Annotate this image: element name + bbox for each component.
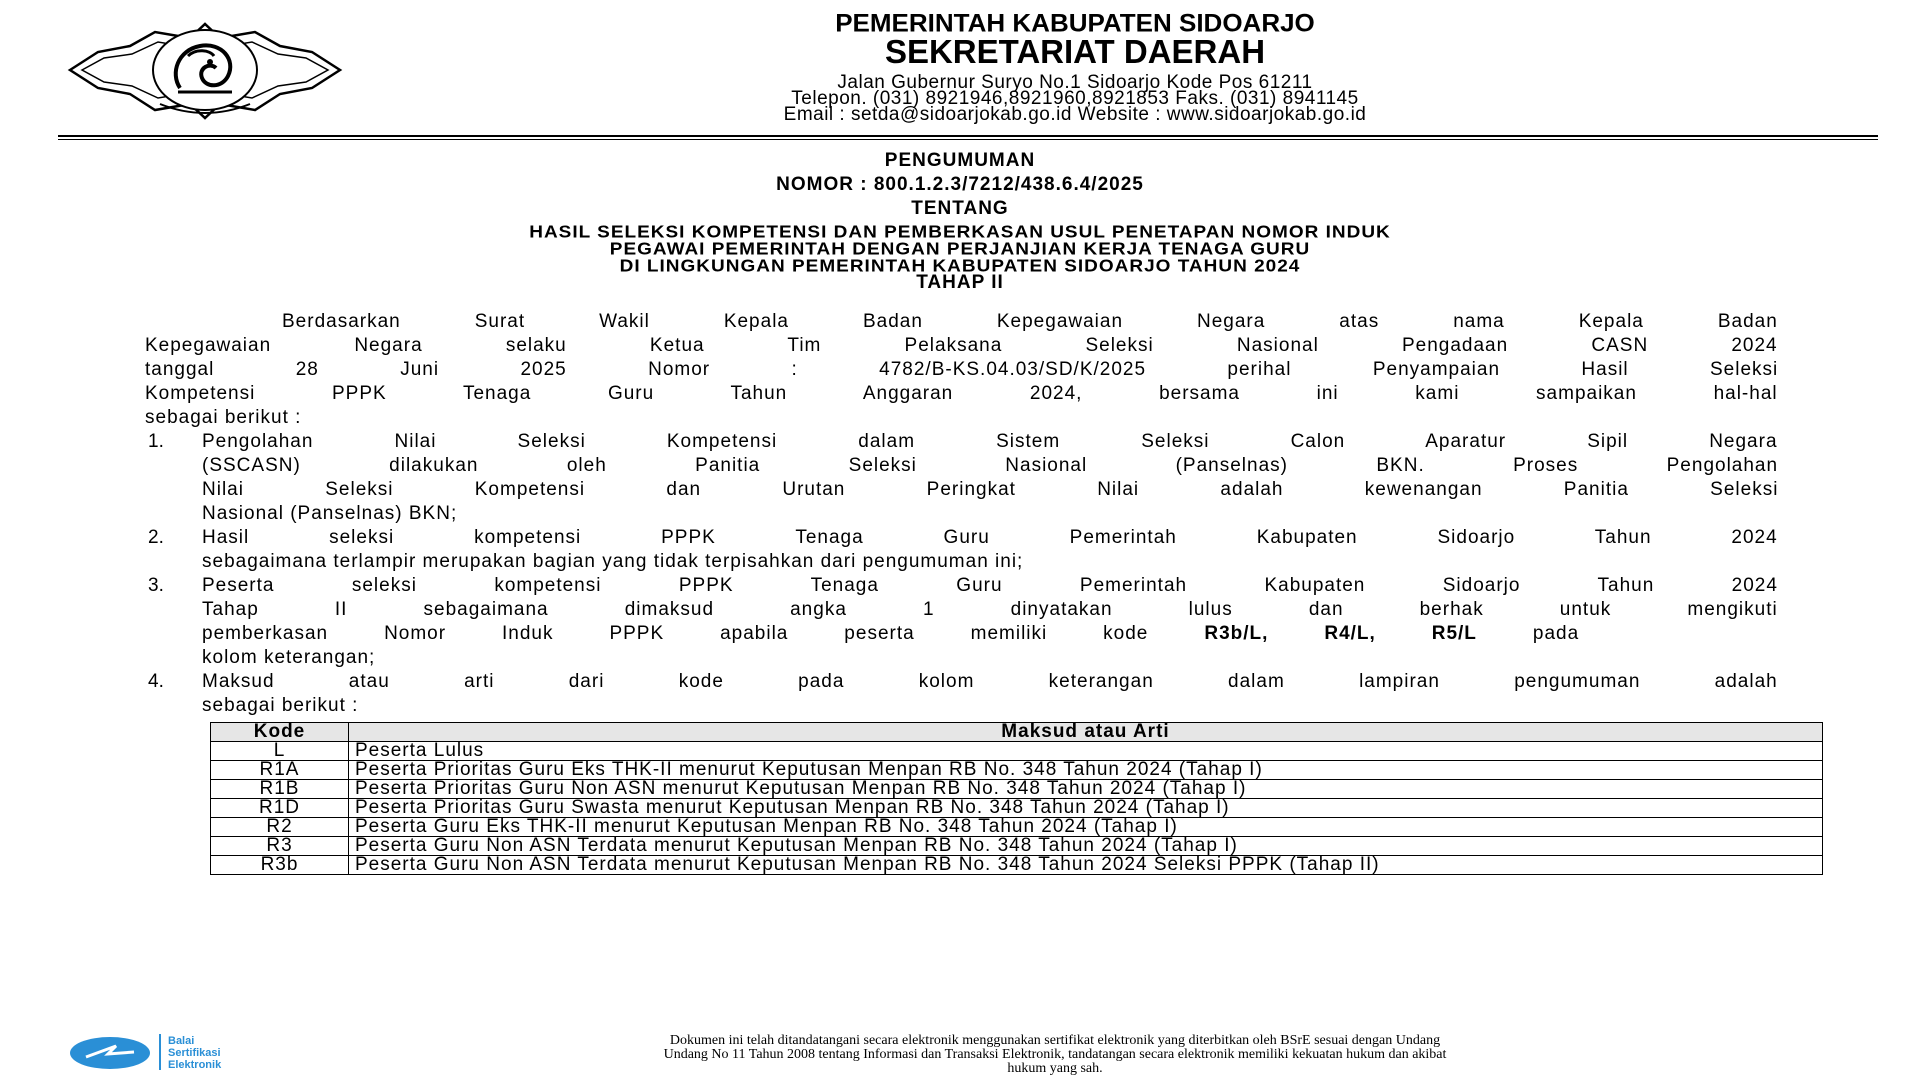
point-line: Nasional (Panselnas) BKN;	[202, 503, 458, 524]
document-about: TENTANG	[911, 198, 1009, 219]
point-line: Maksud atau arti dari kode pada kolom keterangan dalam lampiran pengumuman adalah	[202, 671, 1778, 692]
point-line: Pengolahan Nilai Seleksi Kompetensi dalam Sistem Seleksi Calon Aparatur Sipil Negara	[202, 431, 1778, 452]
subject-line: PEGAWAI PEMERINTAH DENGAN PERJANJIAN KERJA TENAGA GURU	[609, 240, 1311, 259]
table-header-row	[211, 723, 1823, 742]
point-line: kolom keterangan;	[202, 647, 376, 668]
point-line-with-codes	[202, 623, 1579, 645]
bsre-logo	[68, 1032, 298, 1072]
point-number: 2.	[148, 527, 164, 548]
bsre-logo-line: Balai	[168, 1035, 195, 1047]
meaning-cell: Peserta Prioritas Guru Swasta menurut Keputusan Menpan RB No. 348 Tahun 2024 (Tahap I)	[349, 799, 1823, 818]
office-contact: Email : setda@sidoarjokab.go.id Website : www.sidoarjokab.go.id	[783, 104, 1367, 125]
column-header-arti: Maksud atau Arti	[349, 723, 1823, 742]
code-cell: R2	[211, 818, 349, 837]
bsre-logo-line: Sertifikasi	[168, 1047, 221, 1059]
code-cell: L	[211, 742, 349, 761]
point-line: sebagaimana terlampir merupakan bagian yang tidak terpisahkan dari pengumuman ini;	[202, 551, 1024, 572]
intro-line: Kepegawaian Negara selaku Ketua Tim Pelaksana Seleksi Nasional Pengadaan CASN 2024	[145, 335, 1778, 356]
footer-line: Dokumen ini telah ditandatangani secara elektronik menggunakan sertifikat elektronik yang diterbitkan oleh BSrE sesuai dengan Undang	[669, 1033, 1441, 1048]
point-line-suffix: pada	[1532, 623, 1580, 644]
table-row	[211, 780, 1823, 799]
meaning-cell: Peserta Prioritas Guru Eks THK-II menurut Keputusan Menpan RB No. 348 Tahun 2024 (Tahap I)	[349, 761, 1823, 780]
point-number: 4.	[148, 671, 164, 692]
subject-line: DI LINGKUNGAN PEMERINTAH KABUPATEN SIDOARJO TAHUN 2024	[619, 257, 1301, 276]
code-cell: R1A	[211, 761, 349, 780]
table-row	[211, 837, 1823, 856]
letterhead-rule-thin	[58, 139, 1878, 140]
office-address: Jalan Gubernur Suryo No.1 Sidoarjo Kode Pos 61211	[837, 72, 1313, 93]
table-row	[211, 818, 1823, 837]
footer-line: hukum yang sah.	[1007, 1061, 1103, 1076]
office-name: SEKRETARIAT DAERAH	[884, 33, 1266, 70]
letterhead-rule	[58, 135, 1878, 137]
electronic-signature-notice	[330, 1034, 1780, 1076]
code-cell: R1B	[211, 780, 349, 799]
intro-line: sebagai berikut :	[145, 407, 302, 428]
meaning-cell: Peserta Prioritas Guru Non ASN menurut Keputusan Menpan RB No. 348 Tahun 2024 (Tahap I)	[349, 780, 1823, 799]
meaning-cell: Peserta Guru Non ASN Terdata menurut Keputusan Menpan RB No. 348 Tahun 2024 (Tahap I)	[349, 837, 1823, 856]
point-line: (SSCASN) dilakukan oleh Panitia Seleksi Nasional (Panselnas) BKN. Proses Pengolahan	[202, 455, 1779, 476]
subject-line: HASIL SELEKSI KOMPETENSI DAN PEMBERKASAN USUL PENETAPAN NOMOR INDUK	[529, 223, 1391, 242]
meaning-cell: Peserta Guru Non ASN Terdata menurut Keputusan Menpan RB No. 348 Tahun 2024 Seleksi PPPK (Tahap II)	[349, 856, 1823, 875]
point-line: Peserta seleksi kompetensi PPPK Tenaga Guru Pemerintah Kabupaten Sidoarjo Tahun 2024	[202, 575, 1778, 596]
document-stage: TAHAP II	[916, 272, 1004, 293]
point-number: 3.	[148, 575, 164, 596]
footer-line: Undang No 11 Tahun 2008 tentang Informasi dan Transaksi Elektronik, tandatangan secara elektronik memiliki kekuatan hukum dan akibat	[663, 1047, 1447, 1062]
column-header-kode: Kode	[211, 723, 349, 742]
point-number: 1.	[148, 431, 164, 452]
intro-line: tanggal 28 Juni 2025 Nomor : 4782/B-KS.04.03/SD/K/2025 perihal Penyampaian Hasil Seleksi	[145, 359, 1779, 380]
point-line: sebagai berikut :	[202, 695, 359, 716]
point-line-prefix: pemberkasan Nomor Induk PPPK apabila peserta memiliki kode	[202, 623, 1149, 644]
document-type: PENGUMUMAN	[884, 150, 1036, 171]
meaning-cell: Peserta Guru Eks THK-II menurut Keputusan Menpan RB No. 348 Tahun 2024 (Tahap I)	[349, 818, 1823, 837]
point-line: Hasil seleksi kompetensi PPPK Tenaga Guru Pemerintah Kabupaten Sidoarjo Tahun 2024	[202, 527, 1778, 548]
table-row	[211, 742, 1823, 761]
code-cell: R3b	[211, 856, 349, 875]
office-phone: Telepon. (031) 8921946,8921960,8921853 Faks. (031) 8941145	[791, 88, 1359, 109]
meaning-cell: Peserta Lulus	[349, 742, 1823, 761]
document-number: NOMOR : 800.1.2.3/7212/438.6.4/2025	[776, 174, 1144, 195]
code-cell: R3	[211, 837, 349, 856]
table-row	[211, 856, 1823, 875]
code-meaning-table	[210, 722, 1823, 875]
lulus-codes: R3b/L, R4/L, R5/L	[1204, 623, 1477, 644]
code-cell: R1D	[211, 799, 349, 818]
point-line: Nilai Seleksi Kompetensi dan Urutan Peringkat Nilai adalah kewenangan Panitia Seleksi	[202, 479, 1779, 500]
point-line: Tahap II sebagaimana dimaksud angka 1 dinyatakan lulus dan berhak untuk mengikuti	[202, 599, 1778, 620]
table-row	[211, 799, 1823, 818]
intro-line: Kompetensi PPPK Tenaga Guru Tahun Anggaran 2024, bersama ini kami sampaikan hal-hal	[145, 383, 1778, 404]
bsre-logo-line: Elektronik	[168, 1059, 222, 1071]
government-name: PEMERINTAH KABUPATEN SIDOARJO	[835, 8, 1315, 38]
intro-line: Berdasarkan Surat Wakil Kepala Badan Kepegawaian Negara atas nama Kepala Badan	[282, 311, 1778, 332]
table-row	[211, 761, 1823, 780]
